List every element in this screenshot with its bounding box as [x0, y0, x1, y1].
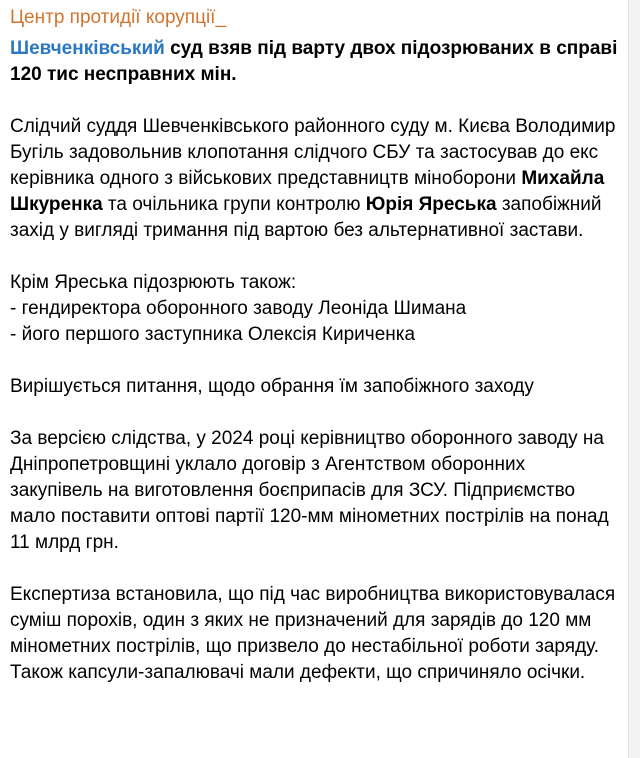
- suspect-line: - гендиректора оборонного заводу Леоніда Шимана: [10, 298, 467, 319]
- paragraph-gap: [10, 556, 619, 582]
- suspect-line: - його першого заступника Олексія Кириченка: [10, 324, 416, 345]
- channel-name[interactable]: Центр протидії корупції_: [10, 7, 227, 28]
- paragraph-gap: [10, 244, 619, 270]
- text-run: та очільника групи контролю: [102, 194, 366, 215]
- text-run: запобіжний захід у вигляді тримання під вартою без альтернативної застави.: [10, 194, 602, 241]
- bold-name-shkurenko: Михайла Шкуренка: [10, 168, 605, 215]
- headline-text: суд взяв під варту двох підозрюваних в справі 120 тис несправних мін.: [10, 38, 618, 85]
- paragraph-court-decision: [10, 114, 619, 244]
- message-headline: [10, 36, 619, 88]
- text-run: Слідчий суддя Шевченківського районного суду м. Києва Володимир Бугіль задовольнив клопотання слідчого СБУ та застосував до екс керівника одного з військових представництв міноборони: [10, 116, 616, 189]
- headline-link[interactable]: Шевченківський: [10, 38, 165, 59]
- paragraph-gap: [10, 400, 619, 426]
- bold-name-yaresko: Юрія Яреська: [365, 194, 497, 215]
- paragraph-investigation: За версією слідства, у 2024 році керівництво оборонного заводу на Дніпропетровщині уклало договір з Агентством оборонних закупівель на виготовлення боєприпасів для ЗСУ. Підприємство мало поставити оптові партії 120-мм мінометних пострілів на понад 11 млрд грн.: [10, 428, 609, 553]
- scroll-edge: [628, 0, 640, 758]
- paragraph-gap: [10, 348, 619, 374]
- paragraph-expertise: Експертиза встановила, що під час виробництва використовувалася суміш порохів, один з яких не призначений для зарядів до 120 мм мінометних пострілів, що призвело до нестабільної роботи заряду. Також капсули-запалювачі мали дефекти, що спричиняло осічки.: [10, 584, 616, 683]
- paragraph-gap: [10, 88, 619, 114]
- suspects-intro: Крім Яреська підозрюють також:: [10, 272, 297, 293]
- paragraph-pending: Вирішується питання, щодо обрання їм запобіжного заходу: [10, 376, 534, 397]
- paragraph-suspects: [10, 270, 619, 348]
